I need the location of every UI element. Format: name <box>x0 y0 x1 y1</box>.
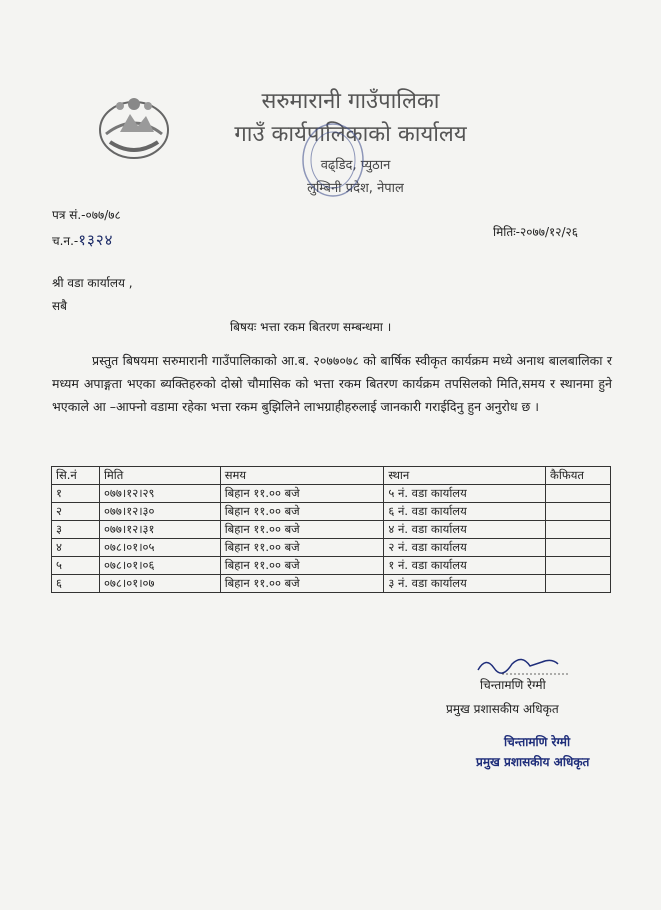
cell-remarks <box>546 575 611 593</box>
letter-date: मितिः-२०७७/१२/२६ <box>493 225 578 239</box>
cell-serial: २ <box>52 503 100 521</box>
body-text: प्रस्तुत बिषयमा सरुमारानी गाउँपालिकाको आ.ब. २०७७०७८ को बार्षिक स्वीकृत कार्यक्रम मध्ये अनाथ बालबालिका र मध्यम अपाङ्गता भएका ब्यक्तिहरुको दोस्रो चौमासिक को भत्ता रकम बितरण कार्यक्रम तपसिलको मिति,समय र स्थानमा हुने भएकाले आ –आफ्नो वडामा रहेका भत्ता रकम बुझिलिने लाभग्राहीहरुलाई जानकारी गराईदिनु हुन अनुरोध छ । <box>52 353 612 414</box>
cell-serial: ५ <box>52 557 100 575</box>
stamp-title: प्रमुख प्रशासकीय अधिकृत <box>476 755 590 769</box>
cell-remarks <box>546 557 611 575</box>
header-cell: मिति <box>99 467 220 485</box>
cell-place: २ नं. वडा कार्यालय <box>384 539 546 557</box>
cell-remarks <box>546 503 611 521</box>
address-line2: लुम्बिनी प्रदेश, नेपाल <box>307 181 404 196</box>
cell-remarks <box>546 521 611 539</box>
chalani-value: १३२४ <box>78 231 114 249</box>
cell-remarks <box>546 485 611 503</box>
cell-place: १ नं. वडा कार्यालय <box>384 557 546 575</box>
chalani-label: च.न.- <box>52 234 79 248</box>
body-paragraph <box>52 349 612 418</box>
header-cell: सि.नं <box>52 467 100 485</box>
cell-serial: १ <box>52 485 100 503</box>
cell-time: बिहान ११.०० बजे <box>220 503 384 521</box>
municipality-name: सरुमारानी गाउँपालिका <box>261 89 440 114</box>
handwritten-signature <box>472 648 582 678</box>
cell-time: बिहान ११.०० बजे <box>220 485 384 503</box>
patra-sankhya: पत्र सं.-०७७/७८ <box>52 208 121 222</box>
cell-date: ०७७।१२।२९ <box>99 485 220 503</box>
cell-place: ५ नं. वडा कार्यालय <box>384 485 546 503</box>
table-row <box>52 485 611 503</box>
cell-time: बिहान ११.०० बजे <box>220 539 384 557</box>
cell-time: बिहान ११.०० बजे <box>220 557 384 575</box>
table-row <box>52 575 611 593</box>
address-line1: वढ्डिद, प्युठान <box>320 158 391 173</box>
schedule-table <box>51 466 611 593</box>
office-seal-icon <box>298 120 368 200</box>
signatory-name: चिन्तामणि रेग्मी <box>480 678 546 692</box>
cell-place: ६ नं. वडा कार्यालय <box>384 503 546 521</box>
table-row <box>52 521 611 539</box>
cell-date: ०७७।१२।३१ <box>99 521 220 539</box>
recipient-line1: श्री वडा कार्यालय , <box>52 276 133 290</box>
chalani-number <box>52 230 113 250</box>
subject-line: बिषयः भत्ता रकम बितरण सम्बन्धमा । <box>230 320 392 334</box>
table-row <box>52 503 611 521</box>
recipient-line2: सबै <box>52 299 67 313</box>
cell-place: ३ नं. वडा कार्यालय <box>384 575 546 593</box>
cell-serial: ६ <box>52 575 100 593</box>
cell-serial: ४ <box>52 539 100 557</box>
cell-time: बिहान ११.०० बजे <box>220 521 384 539</box>
cell-date: ०७८।०१।०५ <box>99 539 220 557</box>
header-cell: कैफियत <box>546 467 611 485</box>
header-cell: स्थान <box>384 467 546 485</box>
stamp-name: चिन्तामणि रेग्मी <box>504 735 571 749</box>
office-name: गाउँ कार्यपालिकाको कार्यालय <box>234 122 467 147</box>
cell-remarks <box>546 539 611 557</box>
cell-date: ०७८।०१।०७ <box>99 575 220 593</box>
table-row <box>52 539 611 557</box>
cell-date: ०७७।१२।३० <box>99 503 220 521</box>
header-cell: समय <box>220 467 384 485</box>
table-header-row <box>52 467 611 485</box>
cell-date: ०७८।०१।०६ <box>99 557 220 575</box>
cell-place: ४ नं. वडा कार्यालय <box>384 521 546 539</box>
cell-time: बिहान ११.०० बजे <box>220 575 384 593</box>
cell-serial: ३ <box>52 521 100 539</box>
table-row <box>52 557 611 575</box>
signatory-title: प्रमुख प्रशासकीय अधिकृत <box>446 702 559 716</box>
